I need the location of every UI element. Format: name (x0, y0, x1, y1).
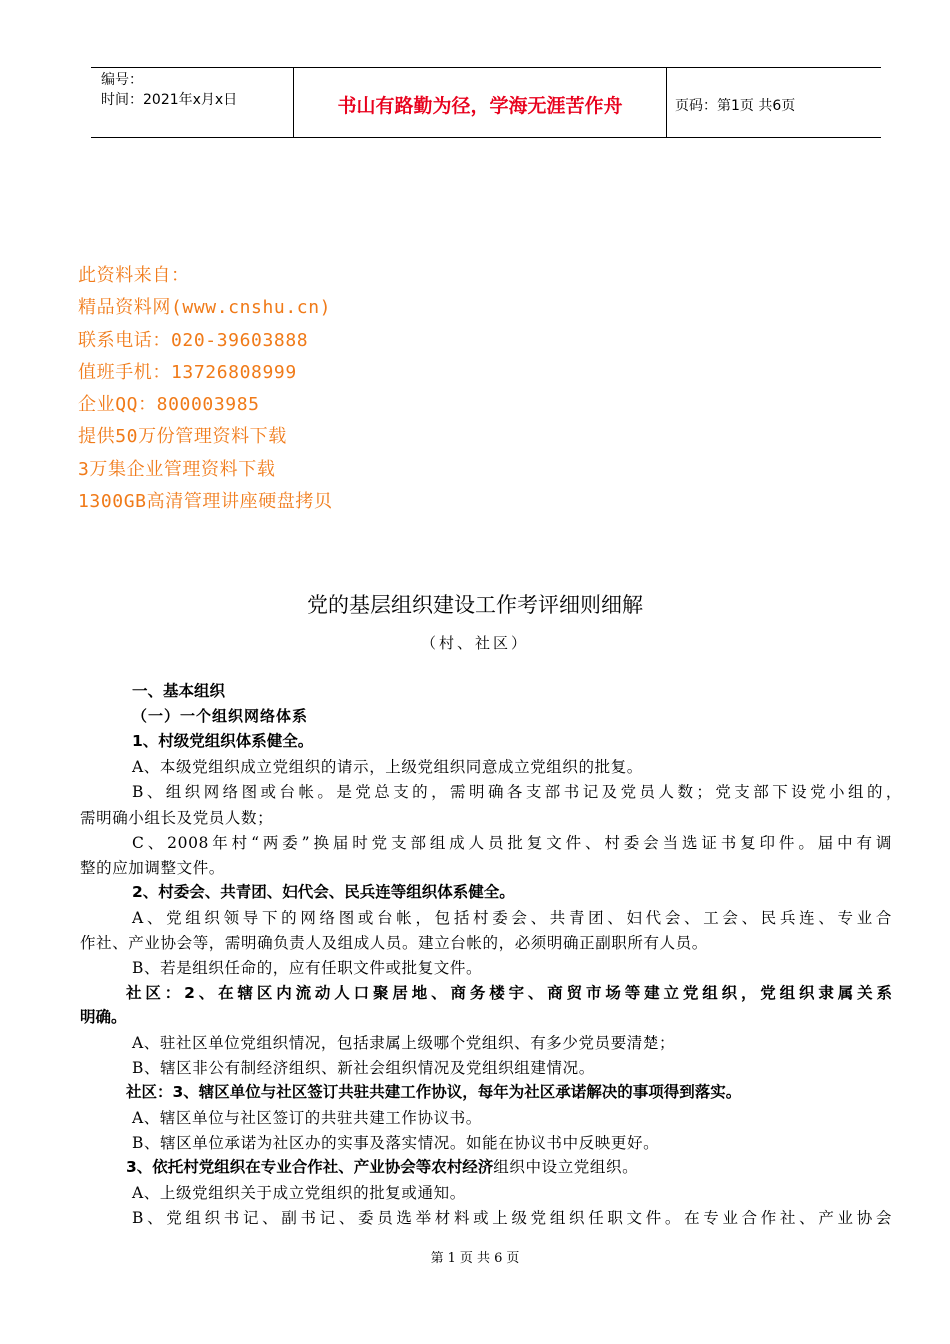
paragraph-line: A、上级党组织关于成立党组织的批复或通知。 (132, 1184, 466, 1202)
header-info-cell (91, 68, 293, 137)
paragraph-line: B、组织网络图或台帐。是党总支的，需明确各支部书记及党员人数；党支部下设党小组的， (132, 783, 902, 801)
paragraph-line: A、驻社区单位党组织情况，包括隶属上级哪个党组织、有多少党员要清楚； (132, 1034, 676, 1052)
promo-line: 精品资料网(www.cnshu.cn) (78, 297, 332, 319)
time-line: 时间：2021年x月x日 (101, 92, 238, 108)
subsection-heading: （一）一个组织网络体系 (132, 707, 309, 725)
item-heading-bold-part: 3、依托村党组织在专业合作社、产业协会等农村经济 (126, 1158, 494, 1176)
footer-page-number: 1 (447, 1251, 456, 1266)
item-heading: 社区：2、在辖区内流动人口聚居地、商务楼宇、商贸市场等建立党组织，党组织隶属关系 (126, 984, 892, 1002)
section-heading: 一、基本组织 (132, 682, 226, 700)
item-heading: 社区：3、辖区单位与社区签订共驻共建工作协议，每年为社区承诺解决的事项得到落实。 (126, 1083, 742, 1101)
header-page-cell (666, 68, 881, 137)
promo-line: 提供50万份管理资料下载 (78, 426, 287, 448)
motto-text: 书山有路勤为径，学海无涯苦作舟 (337, 95, 623, 117)
paragraph-line: B、党组织书记、副书记、委员选举材料或上级党组织任职文件。在专业合作社、产业协会 (132, 1209, 892, 1227)
footer-total-pages: 6 (494, 1251, 503, 1266)
paragraph-line: 作社、产业协会等，需明确负责人及组成人员。建立台帐的，必须明确正副职所有人员。 (80, 934, 708, 952)
item-heading: 2、村委会、共青团、妇代会、民兵连等组织体系健全。 (132, 883, 515, 901)
page-footer (0, 1247, 950, 1266)
document-title: 党的基层组织建设工作考评细则细解 (307, 593, 643, 617)
paragraph-line: B、辖区非公有制经济组织、新社会组织情况及党组织组建情况。 (132, 1059, 595, 1077)
promo-line: 联系电话：020-39603888 (78, 329, 309, 351)
promo-line: 1300GB高清管理讲座硬盘拷贝 (78, 491, 333, 513)
item-heading-normal-part: 组织中设立党组织。 (493, 1158, 639, 1176)
paragraph-line: 需明确小组长及党员人数； (80, 809, 274, 827)
footer-prefix: 第 (430, 1251, 444, 1266)
paragraph-line: 整的应加调整文件。 (80, 859, 225, 877)
footer-mid: 页 共 (459, 1251, 491, 1266)
paragraph-line: A、党组织领导下的网络图或台帐，包括村委会、共青团、妇代会、工会、民兵连、专业合 (132, 909, 892, 927)
paragraph-line: B、辖区单位承诺为社区办的实事及落实情况。如能在协议书中反映更好。 (132, 1134, 660, 1152)
item-heading-mixed (126, 1157, 638, 1177)
document-subtitle: （村、社区） (420, 634, 529, 652)
promo-block (78, 264, 333, 522)
page-header (91, 67, 881, 138)
item-heading: 明确。 (80, 1008, 127, 1026)
promo-line: 此资料来自： (78, 265, 190, 286)
paragraph-line: A、本级党组织成立党组织的请示，上级党组织同意成立党组织的批复。 (132, 758, 643, 776)
header-motto-cell (293, 68, 667, 137)
paragraph-line: B、若是组织任命的，应有任职文件或批复文件。 (132, 959, 483, 977)
promo-line: 企业QQ：800003985 (78, 394, 260, 416)
footer-suffix: 页 (506, 1251, 520, 1266)
paragraph-line: C、2008年村“两委”换届时党支部组成人员批复文件、村委会当选证书复印件。届中有调 (132, 834, 892, 852)
paragraph-line: A、辖区单位与社区签订的共驻共建工作协议书。 (132, 1109, 482, 1127)
page-info: 页码：第1页 共6页 (675, 98, 796, 114)
item-heading: 1、村级党组织体系健全。 (132, 732, 314, 750)
number-label: 编号： (101, 72, 143, 88)
promo-line: 3万集企业管理资料下载 (78, 458, 276, 480)
promo-line: 值班手机：13726808999 (78, 361, 297, 383)
